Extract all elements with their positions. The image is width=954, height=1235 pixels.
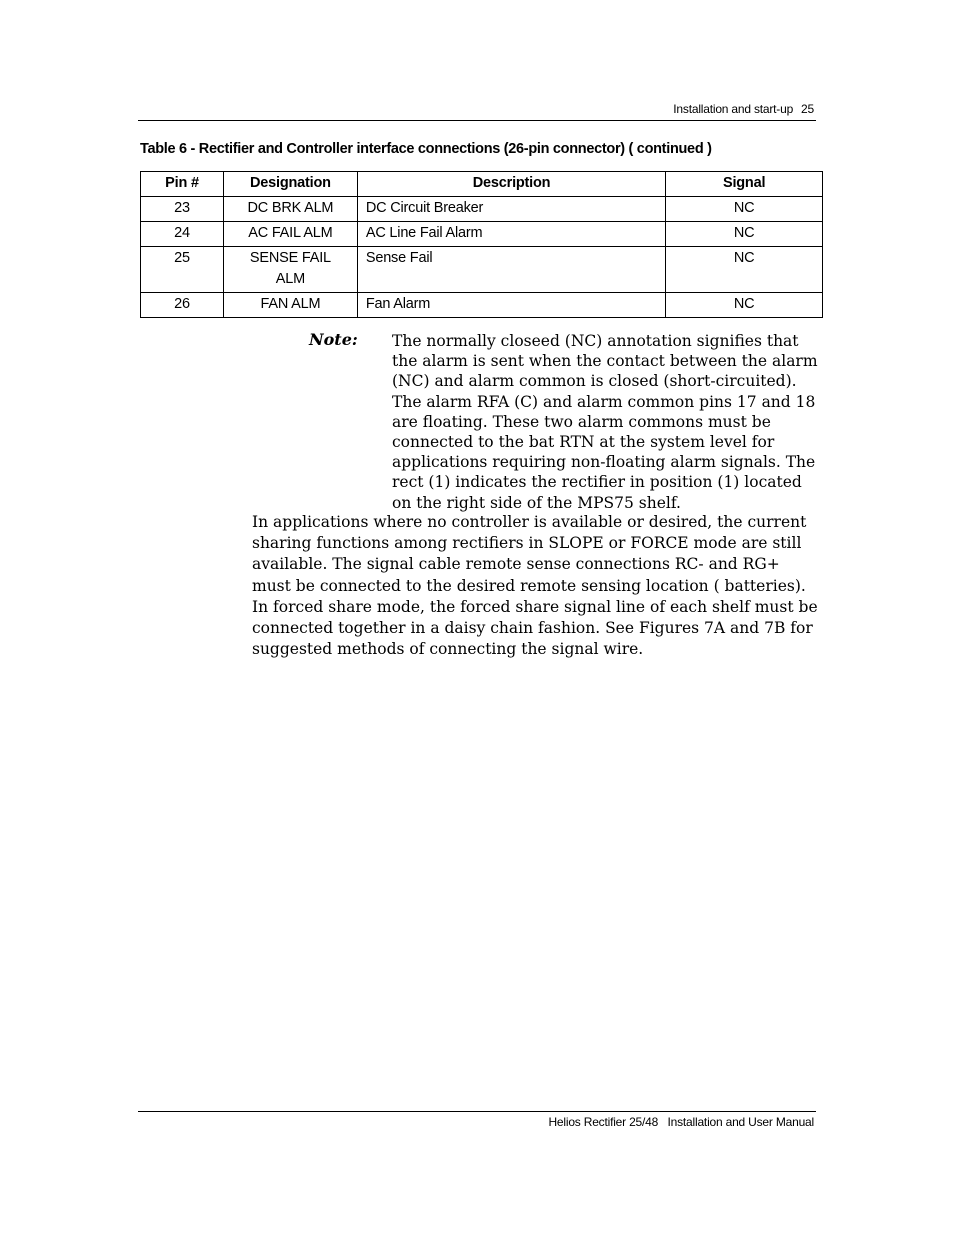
column-header-pin: Pin # (141, 172, 224, 197)
table-row (141, 197, 823, 222)
column-header-description: Description (357, 172, 665, 197)
signal-cell: NC (666, 247, 823, 293)
header-rule (138, 120, 816, 121)
table-row (141, 247, 823, 293)
designation-cell: FAN ALM (223, 293, 357, 318)
footer-rule (138, 1111, 816, 1112)
table-caption: Table 6 - Rectifier and Controller interface connections (26-pin connector) ( continued ) (140, 141, 712, 157)
page-footer: Helios Rectifier 25/48 Installation and User Manual (548, 1115, 814, 1129)
pin-cell: 24 (141, 222, 224, 247)
note-label: Note: (309, 330, 358, 349)
table-row (141, 222, 823, 247)
interface-connections-table (140, 171, 823, 318)
signal-cell: NC (666, 222, 823, 247)
body-paragraph: In applications where no controller is available or desired, the current sharing functions among rectifiers in SLOPE or FORCE mode are still available. The signal cable remote sense connections RC- and RG+ must be connected to the desired remote sensing location ( batteries). In forced share mode, the forced share signal line of each shelf must be connected together in a daisy chain fashion. See Figures 7A and 7B for suggested methods of connecting the signal wire. (252, 513, 818, 659)
description-cell: Sense Fail (357, 247, 665, 293)
pin-cell: 25 (141, 247, 224, 293)
pin-cell: 26 (141, 293, 224, 318)
designation-cell: AC FAIL ALM (223, 222, 357, 247)
designation-cell: DC BRK ALM (223, 197, 357, 222)
signal-cell: NC (666, 197, 823, 222)
pin-cell: 23 (141, 197, 224, 222)
page-number: 25 (801, 102, 814, 116)
header-section: Installation and start-up (673, 102, 794, 116)
description-cell: Fan Alarm (357, 293, 665, 318)
column-header-designation: Designation (223, 172, 357, 197)
signal-cell: NC (666, 293, 823, 318)
designation-cell: SENSE FAIL ALM (223, 247, 357, 293)
note-text: The normally closeed (NC) annotation signifies that the alarm is sent when the contact between the alarm (NC) and alarm common is closed (short-circuited). The alarm RFA (C) and alarm common pins 17 and 18 are floating. These two alarm commons must be connected to the bat RTN at the system level for applications requiring non-floating alarm signals. The rect (1) indicates the rectifier in position (1) located on the right side of the MPS75 shelf. (392, 332, 818, 512)
table-row (141, 293, 823, 318)
description-cell: AC Line Fail Alarm (357, 222, 665, 247)
column-header-signal: Signal (666, 172, 823, 197)
description-cell: DC Circuit Breaker (357, 197, 665, 222)
table-header-row (141, 172, 823, 197)
page-header (673, 102, 814, 116)
